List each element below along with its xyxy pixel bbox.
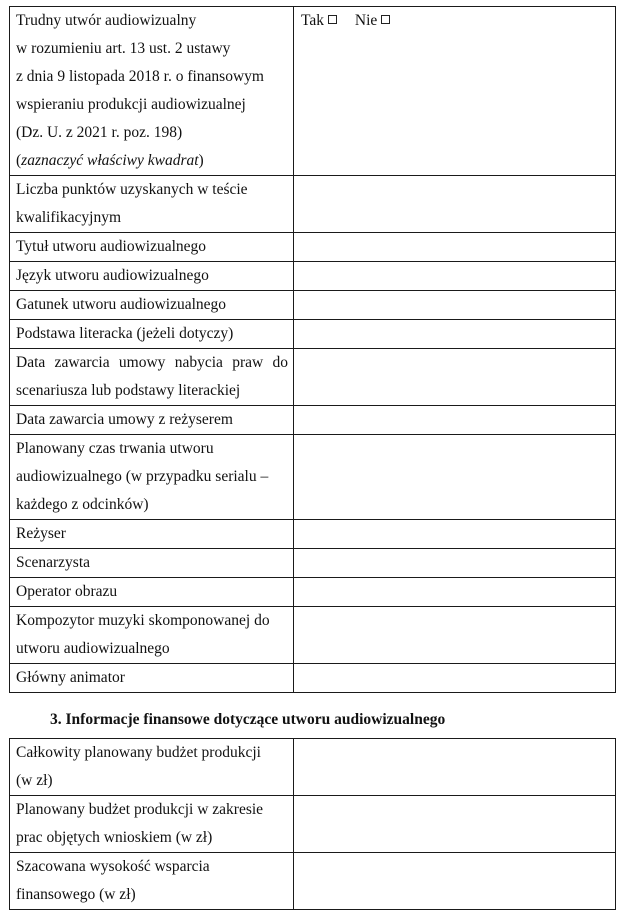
table-row-director-agreement-date	[10, 406, 616, 435]
row-label-cell	[10, 262, 294, 291]
table-row-rights-agreement-date	[10, 349, 616, 406]
label-line: finansowego (w zł)	[16, 886, 136, 903]
estimated-support-value-cell[interactable]	[294, 853, 616, 910]
option-yes-label: Tak	[301, 12, 325, 29]
option-no[interactable]	[355, 7, 390, 35]
director-value-cell[interactable]	[294, 520, 616, 549]
cinematographer-value-cell[interactable]	[294, 578, 616, 607]
table-row-title	[10, 233, 616, 262]
rights-agreement-date-value-cell[interactable]	[294, 349, 616, 406]
label-line: wspieraniu produkcji audiowizualnej	[16, 96, 246, 113]
table-row-literary-basis	[10, 320, 616, 349]
label-line: Całkowity planowany budżet produkcji	[16, 744, 261, 761]
language-value-cell[interactable]	[294, 262, 616, 291]
label-line: Kompozytor muzyki skomponowanej do	[16, 612, 270, 629]
table-row-estimated-support	[10, 853, 616, 910]
label-line: Podstawa literacka (jeżeli dotyczy)	[16, 325, 234, 342]
label-line: Trudny utwór audiowizualny	[16, 12, 197, 29]
label-line: (w zł)	[16, 772, 53, 789]
qualification-points-value-cell[interactable]	[294, 176, 616, 233]
audiovisual-work-info-table	[9, 6, 616, 693]
row-label-cell	[10, 320, 294, 349]
label-line: prac objętych wnioskiem (w zł)	[16, 829, 213, 846]
label-line: Liczba punktów uzyskanych w teście	[16, 181, 248, 198]
option-yes[interactable]	[301, 7, 337, 35]
label-line: scenariusza lub podstawy literackiej	[16, 382, 241, 399]
row-label-cell	[10, 664, 294, 693]
row-label-cell	[10, 796, 294, 853]
table-row-scoped-budget	[10, 796, 616, 853]
label-line: Szacowana wysokość wsparcia	[16, 858, 210, 875]
row-label-cell	[10, 739, 294, 796]
table-row-composer	[10, 607, 616, 664]
label-line: z dnia 9 listopada 2018 r. o finansowym	[16, 68, 264, 85]
yes-checkbox[interactable]	[328, 15, 337, 24]
label-line: Data zawarcia umowy nabycia praw do	[16, 354, 288, 371]
label-line: Planowany budżet produkcji w zakresie	[16, 801, 264, 818]
section-3-heading: 3. Informacje finansowe dotyczące utworu audiowizualnego	[50, 711, 446, 728]
table-row-cinematographer	[10, 578, 616, 607]
total-budget-value-cell[interactable]	[294, 739, 616, 796]
label-line: Scenarzysta	[16, 554, 91, 571]
label-line: (Dz. U. z 2021 r. poz. 198)	[16, 124, 183, 141]
label-line: Operator obrazu	[16, 583, 118, 600]
row-label-cell	[10, 349, 294, 406]
difficult-work-value-cell	[294, 7, 616, 176]
instruction-line: (zaznaczyć właściwy kwadrat)	[16, 152, 204, 169]
label-line: Reżyser	[16, 525, 66, 542]
label-line: audiowizualnego (w przypadku serialu –	[16, 468, 269, 485]
table-row-lead-animator	[10, 664, 616, 693]
scoped-budget-value-cell[interactable]	[294, 796, 616, 853]
row-label-cell	[10, 176, 294, 233]
table-row-difficult-work	[10, 7, 616, 176]
instruction-text: zaznaczyć właściwy kwadrat	[21, 152, 199, 169]
no-checkbox[interactable]	[381, 15, 390, 24]
composer-value-cell[interactable]	[294, 607, 616, 664]
title-value-cell[interactable]	[294, 233, 616, 262]
table-row-qualification-points	[10, 176, 616, 233]
table-row-screenwriter	[10, 549, 616, 578]
label-line: każdego z odcinków)	[16, 496, 149, 513]
option-no-label: Nie	[354, 12, 378, 29]
label-line: kwalifikacyjnym	[16, 209, 122, 226]
literary-basis-value-cell[interactable]	[294, 320, 616, 349]
row-label-cell	[10, 406, 294, 435]
table-row-language	[10, 262, 616, 291]
row-label-cell	[10, 853, 294, 910]
genre-value-cell[interactable]	[294, 291, 616, 320]
row-label-cell	[10, 233, 294, 262]
label-line: Język utworu audiowizualnego	[16, 267, 209, 284]
director-agreement-date-value-cell[interactable]	[294, 406, 616, 435]
label-line: Tytuł utworu audiowizualnego	[16, 238, 207, 255]
label-line: Planowany czas trwania utworu	[16, 440, 214, 457]
financial-info-table	[9, 738, 616, 910]
lead-animator-value-cell[interactable]	[294, 664, 616, 693]
screenwriter-value-cell[interactable]	[294, 549, 616, 578]
row-label-cell	[10, 520, 294, 549]
table-row-total-budget	[10, 739, 616, 796]
row-label-cell	[10, 607, 294, 664]
row-label-cell	[10, 435, 294, 520]
row-label-cell	[10, 291, 294, 320]
table-row-director	[10, 520, 616, 549]
table-row-genre	[10, 291, 616, 320]
difficult-work-label-cell	[10, 7, 294, 176]
table-row-planned-duration	[10, 435, 616, 520]
row-label-cell	[10, 578, 294, 607]
yes-no-checkbox-group	[301, 12, 390, 29]
row-label-cell	[10, 549, 294, 578]
label-line: w rozumieniu art. 13 ust. 2 ustawy	[16, 40, 231, 57]
label-line: utworu audiowizualnego	[16, 640, 170, 657]
planned-duration-value-cell[interactable]	[294, 435, 616, 520]
label-line: Główny animator	[16, 669, 125, 686]
label-line: Data zawarcia umowy z reżyserem	[16, 411, 233, 428]
label-line: Gatunek utworu audiowizualnego	[16, 296, 227, 313]
